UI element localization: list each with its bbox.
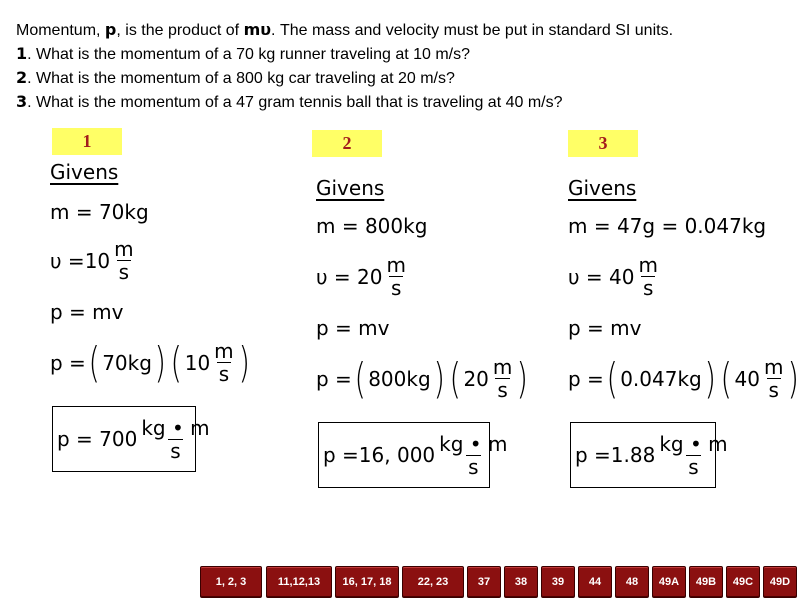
answer-value: p =16, 000 xyxy=(323,443,436,467)
momentum-formula: p = mv xyxy=(50,300,124,324)
intro-text: Momentum, xyxy=(16,22,105,39)
mass-equation: m = 800kg xyxy=(316,214,428,238)
velocity-equation xyxy=(316,254,408,299)
momentum-formula: p = mv xyxy=(568,316,642,340)
nav-button-1-2-3[interactable]: 1, 2, 3 xyxy=(200,566,262,598)
solution-badge-3: 3 xyxy=(568,130,638,157)
nav-button-37[interactable]: 37 xyxy=(467,566,501,598)
nav-button-38[interactable]: 38 xyxy=(504,566,538,598)
nav-button-16-17-18[interactable]: 16, 17, 18 xyxy=(335,566,399,598)
unit-numerator: m xyxy=(214,339,234,363)
sub-prefix: p = xyxy=(316,366,352,391)
unit-numerator: m xyxy=(638,253,658,277)
question-number: 1 xyxy=(16,44,28,63)
momentum-formula: p = mv xyxy=(316,316,390,340)
nav-button-22-23[interactable]: 22, 23 xyxy=(402,566,464,598)
answer-box xyxy=(318,422,508,488)
mass-equation: m = 47g = 0.047kg xyxy=(568,214,767,238)
unit-denominator: s xyxy=(768,378,779,402)
velocity-unit xyxy=(212,340,235,385)
sub-velocity: 10 xyxy=(184,350,211,375)
left-paren: ( xyxy=(354,353,366,403)
velocity-equation xyxy=(50,238,136,283)
unit-numerator: kg • m xyxy=(141,415,210,440)
nav-button-44[interactable]: 44 xyxy=(578,566,612,598)
unit-numerator: m xyxy=(114,237,134,261)
sub-velocity: 40 xyxy=(734,366,760,391)
velocity-unit xyxy=(491,356,514,401)
sub-mass: 70kg xyxy=(102,350,152,375)
question-3 xyxy=(16,92,796,112)
nav-button-39[interactable]: 39 xyxy=(541,566,575,598)
sub-mass: 0.047kg xyxy=(620,366,702,391)
left-paren: ( xyxy=(720,353,733,403)
right-paren: ) xyxy=(704,353,716,403)
unit-numerator: kg • m xyxy=(439,431,508,456)
answer-unit xyxy=(657,433,729,478)
solution-badge-1: 1 xyxy=(52,128,122,155)
question-number: 2 xyxy=(16,68,28,87)
velocity-unit xyxy=(112,238,135,283)
mv-symbol: mυ xyxy=(243,20,272,39)
answer-value: p = 700 xyxy=(57,427,138,451)
mass-equation: m = 70kg xyxy=(50,200,149,224)
right-paren: ) xyxy=(516,353,529,403)
unit-numerator: m xyxy=(492,355,513,379)
sub-velocity: 20 xyxy=(463,366,489,391)
velocity-value: υ =10 xyxy=(50,248,111,273)
question-text: . What is the momentum of a 70 kg runner traveling at 10 m/s? xyxy=(27,46,471,63)
unit-denominator: s xyxy=(170,438,181,463)
sub-prefix: p = xyxy=(568,366,604,391)
question-number: 3 xyxy=(16,92,28,111)
solution-badge-2: 2 xyxy=(312,130,382,157)
velocity-equation xyxy=(568,254,660,299)
unit-numerator: m xyxy=(763,355,784,379)
question-2 xyxy=(16,68,796,88)
nav-button-49a[interactable]: 49A xyxy=(652,566,686,598)
intro-text: , is the product of xyxy=(116,22,244,39)
unit-denominator: s xyxy=(688,454,699,479)
momentum-symbol: p xyxy=(104,20,117,39)
right-paren: ) xyxy=(433,353,445,403)
unit-denominator: s xyxy=(497,378,508,402)
nav-button-11-12-13[interactable]: 11,12,13 xyxy=(266,566,332,598)
answer-value: p =1.88 xyxy=(575,443,656,467)
nav-button-49c[interactable]: 49C xyxy=(726,566,760,598)
answer-unit xyxy=(437,433,509,478)
unit-numerator: kg • m xyxy=(659,431,728,456)
left-paren: ( xyxy=(88,337,100,387)
givens-heading: Givens xyxy=(316,176,385,200)
intro-text: . The mass and velocity must be put in standard SI units. xyxy=(271,22,674,39)
problem-statement xyxy=(16,20,796,112)
question-1 xyxy=(16,44,796,64)
right-paren: ) xyxy=(238,337,250,387)
velocity-value: υ = 40 xyxy=(568,264,635,289)
left-paren: ( xyxy=(449,353,461,403)
givens-heading: Givens xyxy=(50,160,119,184)
velocity-unit xyxy=(637,254,660,299)
substitution xyxy=(568,353,800,403)
nav-button-49b[interactable]: 49B xyxy=(689,566,723,598)
unit-denominator: s xyxy=(643,276,654,300)
left-paren: ( xyxy=(170,337,183,387)
unit-denominator: s xyxy=(468,454,479,479)
substitution xyxy=(316,353,531,403)
answer-unit xyxy=(139,417,211,462)
unit-numerator: m xyxy=(386,253,406,277)
right-paren: ) xyxy=(787,353,800,403)
substitution xyxy=(50,337,252,387)
answer-box xyxy=(52,406,210,472)
question-text: . What is the momentum of a 47 gram tennis ball that is traveling at 40 m/s? xyxy=(27,94,563,111)
velocity-value: υ = 20 xyxy=(316,264,383,289)
intro-line xyxy=(16,20,796,40)
sub-mass: 800kg xyxy=(368,366,431,391)
nav-button-48[interactable]: 48 xyxy=(615,566,649,598)
answer-box xyxy=(570,422,728,488)
nav-button-49d[interactable]: 49D xyxy=(763,566,797,598)
velocity-unit xyxy=(762,356,785,401)
unit-denominator: s xyxy=(218,362,230,386)
sub-prefix: p = xyxy=(50,350,86,375)
question-text: . What is the momentum of a 800 kg car traveling at 20 m/s? xyxy=(27,70,455,87)
velocity-unit xyxy=(385,254,408,299)
givens-heading: Givens xyxy=(568,176,637,200)
unit-denominator: s xyxy=(118,260,130,284)
right-paren: ) xyxy=(154,337,166,387)
unit-denominator: s xyxy=(391,276,402,300)
left-paren: ( xyxy=(606,353,618,403)
